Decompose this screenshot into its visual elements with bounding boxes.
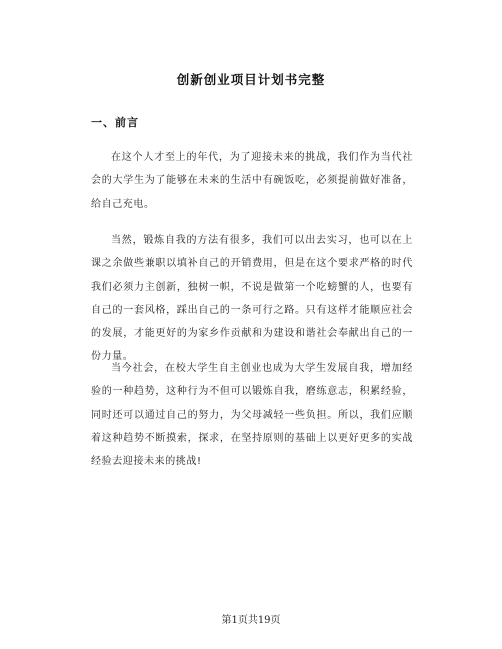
- paragraph: 在这个人才至上的年代，为了迎接未来的挑战，我们作为当代社会的大学生为了能够在未来的生活中有碗饭吃，必须提前做好准备，给自己充电。: [91, 152, 413, 210]
- paragraph: 当今社会，在校大学生自主创业也成为大学生发展自我，增加经验的一种趋势，这种行为不但可以锻炼自我，磨练意志，积累经验，同时还可以通过自己的努力，为父母减轻一些负担。所以，我们应顺着这种趋势不断摸索，探求，在坚持原则的基础上以更好更多的实战经验去迎接未来的挑战!: [91, 363, 413, 468]
- document-title: 创新创业项目计划书完整: [176, 72, 326, 87]
- paragraph: 当然，锻炼自我的方法有很多，我们可以出去实习，也可以在上课之余做些兼职以填补自己的开销费用，但是在这个要求严格的时代我们必须力主创新，独树一帜，不说是做第一个吃螃蟹的人，也要有自己的一套风格，踩出自己的一条可行之路。只有这样才能顺应社会的发展，才能更好的为家乡作贡献和为建设和谐社会奉献出自己的一份力量。: [91, 235, 413, 363]
- page-number-footer: 第1页共19页: [221, 615, 281, 626]
- section-heading: 一、前言: [91, 116, 139, 129]
